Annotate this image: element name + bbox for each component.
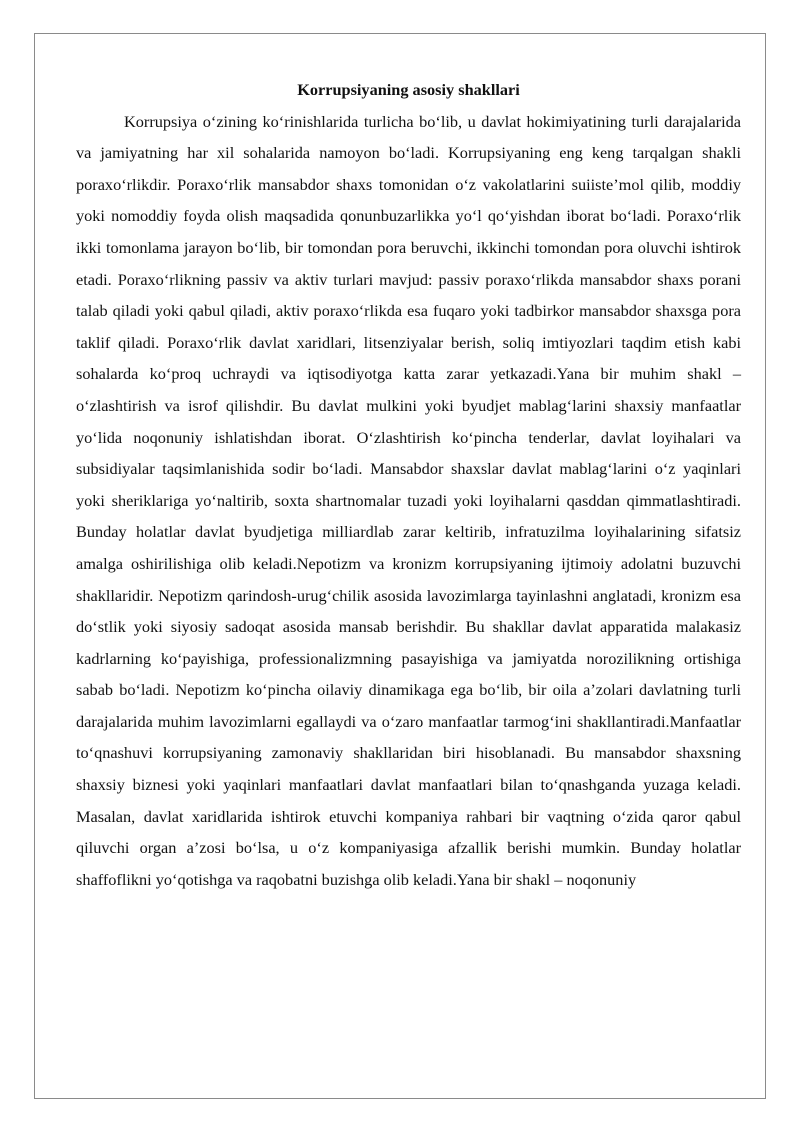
document-content — [76, 74, 741, 895]
document-title: Korrupsiyaning asosiy shakllari — [297, 80, 520, 99]
document-body-paragraph: Korrupsiya o‘zining ko‘rinishlarida turlicha bo‘lib, u davlat hokimiyatining turli darajalarida va jamiyatning har xil sohalarida namoyon bo‘ladi. Korrupsiyaning eng keng tarqalgan shakli poraxo‘rlikdir. Poraxo‘rlik mansabdor shaxs tomonidan o‘z vakolatlarini suiiste’mol qilib, moddiy yoki nomoddiy foyda olish maqsadida qonunbuzarlikka yo‘l qo‘yishdan iborat bo‘ladi. Poraxo‘rlik ikki tomonlama jarayon bo‘lib, bir tomondan pora beruvchi, ikkinchi tomondan pora oluvchi ishtirok etadi. Poraxo‘rlikning passiv va aktiv turlari mavjud: passiv poraxo‘rlikda mansabdor shaxs porani talab qiladi yoki qabul qiladi, aktiv poraxo‘rlikda esa fuqaro yoki tadbirkor mansabdor shaxsga pora taklif qiladi. Poraxo‘rlik davlat xaridlari, litsenziyalar berish, soliq imtiyozlari taqdim etish kabi sohalarda ko‘proq uchraydi va iqtisodiyotga katta zarar yetkazadi.Yana bir muhim shakl – o‘zlashtirish va isrof qilishdir. Bu davlat mulkini yoki byudjet mablag‘larini shaxsiy manfaatlar yo‘lida noqonuniy ishlatishdan iborat. O‘zlashtirish ko‘pincha tenderlar, davlat loyihalari va subsidiyalar taqsimlanishida sodir bo‘ladi. Mansabdor shaxslar davlat mablag‘larini o‘z yaqinlari yoki sheriklariga yo‘naltirib, soxta shartnomalar tuzadi yoki loyihalarni qasddan qimmatlashtiradi. Bunday holatlar davlat byudjetiga milliardlab zarar keltirib, infratuzilma loyihalarining sifatsiz amalga oshirilishiga olib keladi.Nepotizm va kronizm korrupsiyaning ijtimoiy adolatni buzuvchi shakllaridir. Nepotizm qarindosh-urug‘chilik asosida lavozimlarga tayinlashni anglatadi, kronizm esa do‘stlik yoki siyosiy sadoqat asosida mansab berishdir. Bu shakllar davlat apparatida malakasiz kadrlarning ko‘payishiga, professionalizmning pasayishiga va jamiyatda norozilikning ortishiga sabab bo‘ladi. Nepotizm ko‘pincha oilaviy dinamikaga ega bo‘lib, bir oila a’zolari davlatning turli darajalarida muhim lavozimlarni egallaydi va o‘zaro manfaatlar tarmog‘ini shakllantiradi.Manfaatlar to‘qnashuvi korrupsiyaning zamonaviy shakllaridan biri hisoblanadi. Bu mansabdor shaxsning shaxsiy biznesi yoki yaqinlari manfaatlari davlat manfaatlari bilan to‘qnashganda yuzaga keladi. Masalan, davlat xaridlarida ishtirok etuvchi kompaniya rahbari bir vaqtning o‘zida qaror qabul qiluvchi organ a’zosi bo‘lsa, u o‘z kompaniyasiga afzallik berishi mumkin. Bunday holatlar shaffoflikni yo‘qotishga va raqobatni buzishga olib keladi.Yana bir shakl – noqonuniy — [76, 111, 741, 889]
